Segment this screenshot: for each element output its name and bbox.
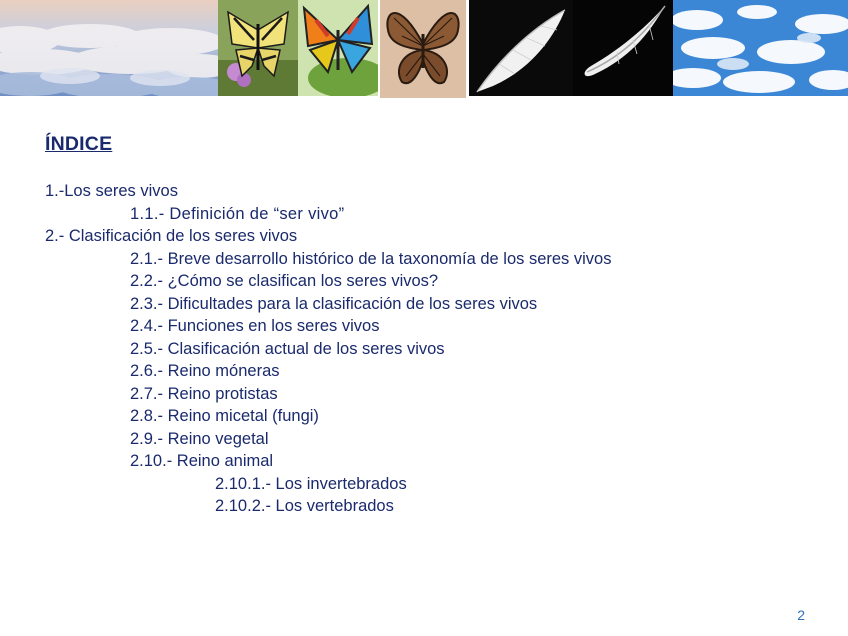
toc-item: 2.5.- Clasificación actual de los seres vivos <box>130 339 445 358</box>
image-banner <box>0 0 848 98</box>
toc-item: 2.3.- Dificultades para la clasificación de los seres vivos <box>130 294 538 313</box>
brown-butterfly-photo <box>380 0 466 98</box>
index-title: ÍNDICE <box>45 133 113 155</box>
toc-item: 2.10.1.- Los invertebrados <box>215 474 407 493</box>
toc-item: 2.4.- Funciones en los seres vivos <box>130 317 380 335</box>
toc-item: 2.7.- Reino protistas <box>130 384 278 403</box>
white-feather-photo <box>469 0 573 96</box>
white-feather-photo-2 <box>573 0 673 96</box>
toc-item: 1.-Los seres vivos <box>45 182 178 200</box>
table-of-contents <box>0 180 848 518</box>
colorful-butterfly-photo <box>298 0 378 96</box>
toc-item: 2.10.- Reino animal <box>130 452 274 470</box>
clouds-photo <box>0 0 218 96</box>
toc-item: 2.10.2.- Los vertebrados <box>215 497 394 515</box>
swallowtail-butterfly-photo <box>218 0 298 96</box>
blue-sky-clouds-photo <box>673 0 848 96</box>
page-number: 2 <box>797 607 805 623</box>
toc-item: 2.2.- ¿Cómo se clasifican los seres vivos? <box>130 272 439 290</box>
toc-item: 2.- Clasificación de los seres vivos <box>45 227 298 245</box>
toc-item: 2.6.- Reino móneras <box>130 362 280 380</box>
toc-item: 2.9.- Reino vegetal <box>130 429 269 448</box>
toc-item: 2.8.- Reino micetal (fungi) <box>130 407 319 425</box>
toc-item: 2.1.- Breve desarrollo histórico de la taxonomía de los seres vivos <box>130 249 612 268</box>
toc-item: 1.1.- Definición de “ser vivo” <box>130 204 345 223</box>
